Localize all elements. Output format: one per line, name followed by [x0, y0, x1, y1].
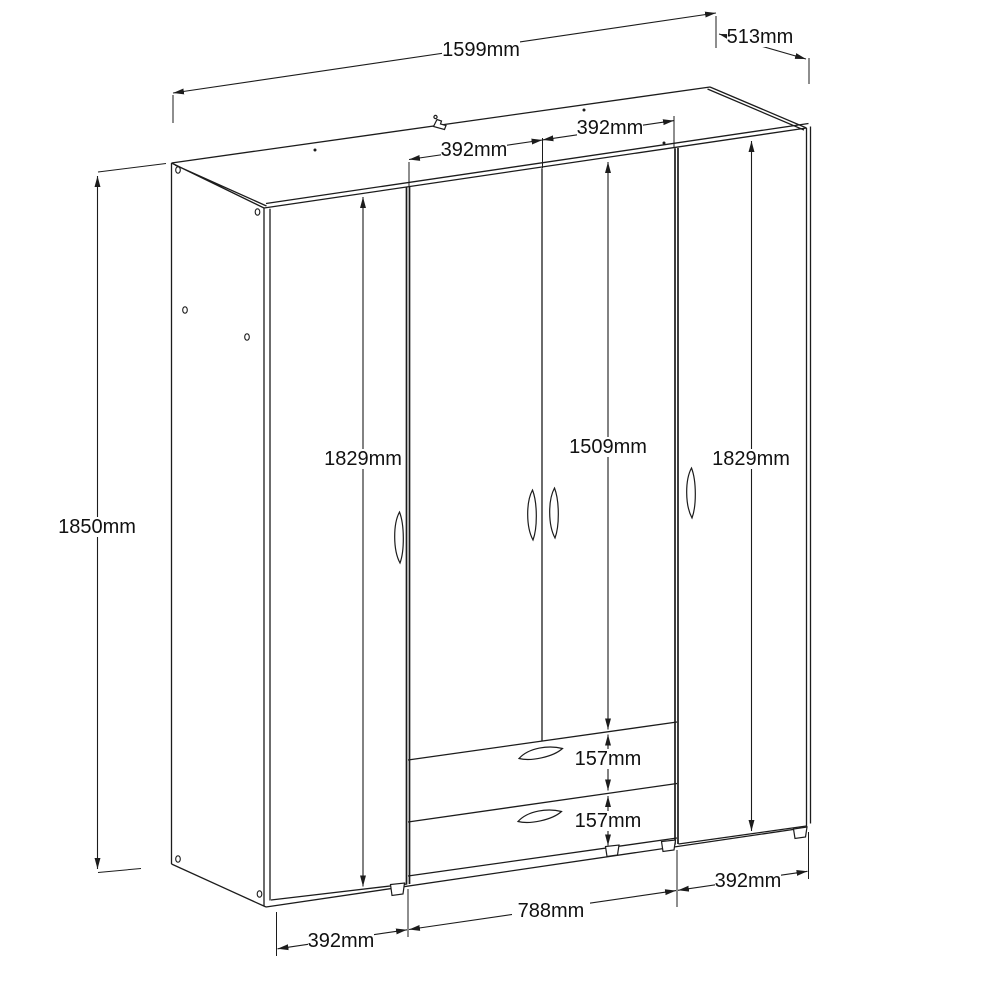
dim-label-left-door-height: 1829mm [324, 448, 402, 470]
door1-bottom-edge [271, 884, 407, 900]
top-front-edge [264, 124, 809, 209]
drawer-bottom-edge [408, 838, 677, 876]
cam-fitting-pin [434, 115, 437, 118]
panel-hole [255, 209, 260, 215]
panel-hole [245, 334, 250, 340]
door2-handle [528, 490, 537, 540]
dim-label-right-door-height: 1829mm [712, 448, 790, 470]
dim-label-door2-top-width: 392mm [440, 139, 508, 161]
dim-label-overall-height: 1850mm [58, 516, 136, 538]
drawer2-handle [518, 810, 562, 822]
dim-door2-top-width [409, 138, 543, 186]
dim-overall-depth [719, 26, 809, 84]
dim-label-left-door-bottom-width: 392mm [307, 930, 375, 952]
panel-hole [257, 891, 262, 897]
door-handles [395, 468, 696, 563]
door4-bottom-edge [679, 826, 807, 844]
base-bottom-edge [266, 828, 807, 908]
left-panel-bottom-edge [172, 864, 267, 907]
dim-label-overall-width: 1599mm [442, 39, 520, 61]
dim-label-door3-top-width: 392mm [576, 117, 644, 139]
dim-door3-top-width [543, 116, 675, 148]
dim-overall-width [173, 13, 716, 123]
top-right-depth-edge [708, 87, 807, 130]
dim-middle-section-height [569, 162, 647, 730]
separator-door3-door4 [675, 148, 678, 845]
dim-ext-line [173, 16, 716, 123]
left-panel-holes [176, 167, 262, 897]
door4-handle [687, 468, 696, 518]
dim-right-door-height [712, 141, 790, 831]
dim-left-door-height [324, 197, 402, 887]
drawer1-handle [519, 747, 563, 759]
dim-label-overall-depth: 513mm [726, 26, 794, 48]
dim-label-right-door-bottom-width: 392mm [714, 870, 782, 892]
door3-handle [550, 488, 559, 538]
dim-overall-height [58, 164, 166, 873]
edge-dot [583, 109, 586, 112]
wardrobe-body [172, 87, 811, 907]
dim-label-bottom-drawer-height: 157mm [574, 810, 642, 832]
dim-label-middle-section-height: 1509mm [569, 436, 647, 458]
panel-hole [176, 167, 181, 173]
right-front-edge [807, 127, 811, 828]
edge-dot [314, 149, 317, 152]
dim-bottom-drawer-height [575, 796, 642, 846]
foot [606, 845, 620, 857]
panel-hole [176, 856, 181, 862]
dim-label-top-drawer-height: 157mm [574, 748, 642, 770]
foot [391, 883, 405, 896]
top-left-depth-edge [172, 163, 267, 208]
panel-hole [183, 307, 188, 313]
dim-label-middle-section-bottom-width: 788mm [517, 900, 585, 922]
foot [662, 840, 676, 852]
dim-top-drawer-height [575, 735, 642, 791]
dim-left-door-bottom-width [277, 889, 409, 956]
separator-door1-door2 [407, 187, 410, 885]
door1-handle [395, 512, 404, 563]
left-panel-front-edge [264, 208, 270, 907]
drawer-handles [518, 747, 563, 822]
foot [794, 827, 808, 839]
cam-fitting [434, 120, 447, 130]
edge-dot [663, 142, 666, 145]
dim-middle-section-bottom-width [409, 850, 677, 930]
